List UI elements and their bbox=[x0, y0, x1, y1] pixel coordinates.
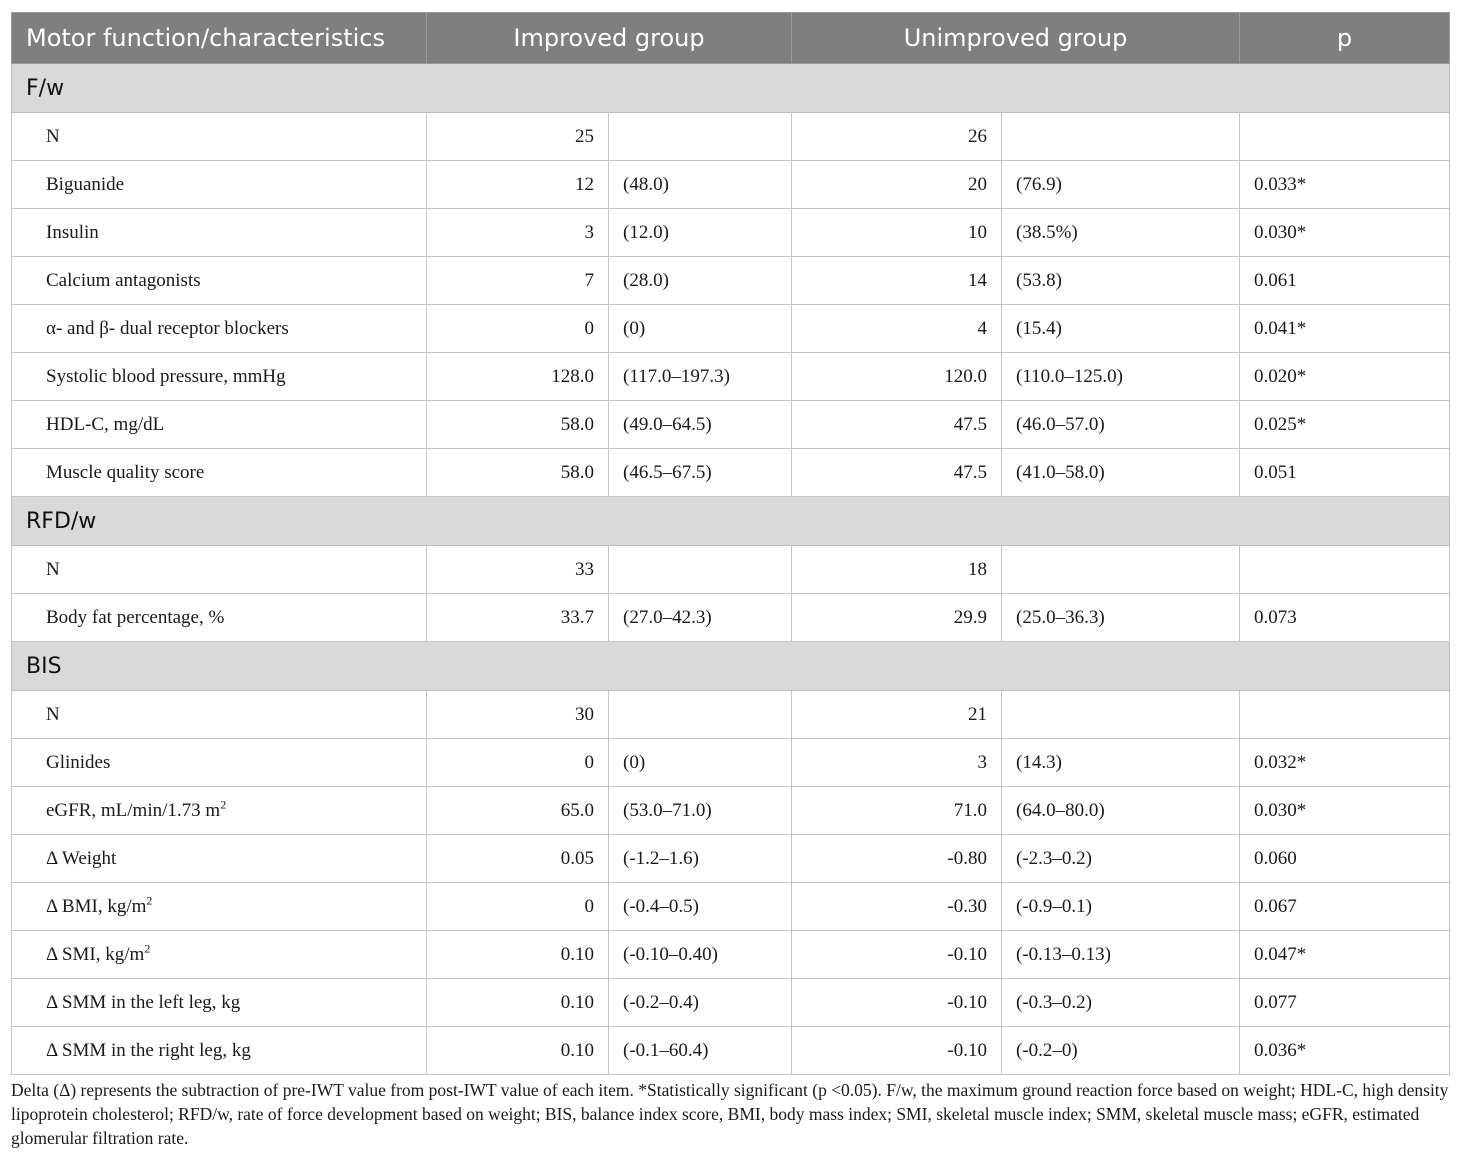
improved-range: (-0.10–0.40) bbox=[609, 931, 792, 979]
row-label-cell bbox=[12, 594, 427, 642]
unit-superscript: 2 bbox=[220, 797, 227, 812]
p-value: 0.036* bbox=[1240, 1027, 1450, 1075]
unimproved-value: 3 bbox=[792, 739, 1002, 787]
unimproved-value: 20 bbox=[792, 161, 1002, 209]
row-label-cell bbox=[12, 1027, 427, 1075]
header-row bbox=[12, 13, 1450, 64]
unimproved-value: 120.0 bbox=[792, 353, 1002, 401]
unimproved-value: 47.5 bbox=[792, 401, 1002, 449]
unimproved-value: -0.80 bbox=[792, 835, 1002, 883]
row-label: Insulin bbox=[46, 221, 99, 243]
unimproved-value: 47.5 bbox=[792, 449, 1002, 497]
table-row bbox=[12, 979, 1450, 1027]
row-label-cell bbox=[12, 305, 427, 353]
improved-range: (-0.1–60.4) bbox=[609, 1027, 792, 1075]
improved-range: (48.0) bbox=[609, 161, 792, 209]
improved-value: 65.0 bbox=[427, 787, 609, 835]
unimproved-range: (15.4) bbox=[1002, 305, 1240, 353]
row-label-cell bbox=[12, 787, 427, 835]
row-label: Glinides bbox=[46, 751, 111, 773]
unimproved-range: (-0.9–0.1) bbox=[1002, 883, 1240, 931]
row-label: N bbox=[46, 558, 60, 580]
improved-range bbox=[609, 546, 792, 594]
improved-value: 25 bbox=[427, 113, 609, 161]
improved-range: (27.0–42.3) bbox=[609, 594, 792, 642]
table-row bbox=[12, 353, 1450, 401]
improved-value: 0 bbox=[427, 305, 609, 353]
p-value: 0.047* bbox=[1240, 931, 1450, 979]
row-label: Muscle quality score bbox=[46, 461, 205, 483]
unimproved-value: 71.0 bbox=[792, 787, 1002, 835]
p-value: 0.030* bbox=[1240, 209, 1450, 257]
row-label: Biguanide bbox=[46, 173, 125, 195]
table-row bbox=[12, 305, 1450, 353]
section-header-row bbox=[12, 497, 1450, 546]
improved-range: (53.0–71.0) bbox=[609, 787, 792, 835]
p-value: 0.061 bbox=[1240, 257, 1450, 305]
data-table-container bbox=[11, 12, 1449, 1075]
improved-range bbox=[609, 691, 792, 739]
unimproved-value: -0.10 bbox=[792, 1027, 1002, 1075]
unimproved-range: (41.0–58.0) bbox=[1002, 449, 1240, 497]
improved-value: 58.0 bbox=[427, 401, 609, 449]
unimproved-range: (110.0–125.0) bbox=[1002, 353, 1240, 401]
section-title: F/w bbox=[12, 64, 1450, 113]
table-row bbox=[12, 883, 1450, 931]
unimproved-value: 14 bbox=[792, 257, 1002, 305]
improved-value: 33 bbox=[427, 546, 609, 594]
row-label-cell bbox=[12, 353, 427, 401]
improved-value: 12 bbox=[427, 161, 609, 209]
section-header-row bbox=[12, 642, 1450, 691]
unit-superscript: 2 bbox=[146, 893, 153, 908]
p-value: 0.077 bbox=[1240, 979, 1450, 1027]
row-label-cell bbox=[12, 739, 427, 787]
unimproved-value: 29.9 bbox=[792, 594, 1002, 642]
p-value: 0.073 bbox=[1240, 594, 1450, 642]
p-value: 0.051 bbox=[1240, 449, 1450, 497]
header-unimproved-group: Unimproved group bbox=[792, 13, 1240, 64]
row-label: Δ BMI, kg/m bbox=[46, 895, 147, 917]
improved-value: 128.0 bbox=[427, 353, 609, 401]
table-row bbox=[12, 594, 1450, 642]
row-label: eGFR, mL/min/1.73 m bbox=[46, 799, 221, 821]
improved-range: (0) bbox=[609, 739, 792, 787]
table-row bbox=[12, 113, 1450, 161]
improved-value: 0.05 bbox=[427, 835, 609, 883]
table-row bbox=[12, 209, 1450, 257]
section-header-row bbox=[12, 64, 1450, 113]
improved-value: 0 bbox=[427, 739, 609, 787]
improved-range: (0) bbox=[609, 305, 792, 353]
unimproved-range: (38.5%) bbox=[1002, 209, 1240, 257]
unimproved-range: (-0.2–0) bbox=[1002, 1027, 1240, 1075]
improved-range: (-0.2–0.4) bbox=[609, 979, 792, 1027]
unimproved-value: 4 bbox=[792, 305, 1002, 353]
p-value: 0.067 bbox=[1240, 883, 1450, 931]
row-label: N bbox=[46, 125, 60, 147]
unimproved-range: (64.0–80.0) bbox=[1002, 787, 1240, 835]
row-label-cell bbox=[12, 161, 427, 209]
table-row bbox=[12, 691, 1450, 739]
unimproved-value: 18 bbox=[792, 546, 1002, 594]
table-row bbox=[12, 546, 1450, 594]
p-value bbox=[1240, 113, 1450, 161]
p-value: 0.032* bbox=[1240, 739, 1450, 787]
improved-value: 33.7 bbox=[427, 594, 609, 642]
unimproved-value: -0.10 bbox=[792, 979, 1002, 1027]
unimproved-range: (46.0–57.0) bbox=[1002, 401, 1240, 449]
row-label-cell bbox=[12, 257, 427, 305]
improved-range: (28.0) bbox=[609, 257, 792, 305]
unimproved-range: (-2.3–0.2) bbox=[1002, 835, 1240, 883]
table-row bbox=[12, 161, 1450, 209]
unimproved-range bbox=[1002, 113, 1240, 161]
p-value bbox=[1240, 691, 1450, 739]
improved-value: 30 bbox=[427, 691, 609, 739]
row-label: Calcium antagonists bbox=[46, 269, 201, 291]
row-label-cell bbox=[12, 449, 427, 497]
header-improved-group: Improved group bbox=[427, 13, 792, 64]
table-row bbox=[12, 739, 1450, 787]
row-label-cell bbox=[12, 979, 427, 1027]
improved-range: (-1.2–1.6) bbox=[609, 835, 792, 883]
p-value: 0.060 bbox=[1240, 835, 1450, 883]
row-label: Δ SMM in the left leg, kg bbox=[46, 991, 241, 1013]
improved-range: (12.0) bbox=[609, 209, 792, 257]
p-value: 0.030* bbox=[1240, 787, 1450, 835]
row-label: Δ SMI, kg/m bbox=[46, 943, 145, 965]
unimproved-range bbox=[1002, 546, 1240, 594]
table-row bbox=[12, 835, 1450, 883]
unimproved-value: 21 bbox=[792, 691, 1002, 739]
row-label: Body fat percentage, % bbox=[46, 606, 225, 628]
row-label-cell bbox=[12, 401, 427, 449]
improved-value: 0.10 bbox=[427, 979, 609, 1027]
unit-superscript: 2 bbox=[144, 941, 151, 956]
table-row bbox=[12, 449, 1450, 497]
section-title: RFD/w bbox=[12, 497, 1450, 546]
row-label-cell bbox=[12, 113, 427, 161]
table-row bbox=[12, 787, 1450, 835]
unimproved-value: 10 bbox=[792, 209, 1002, 257]
row-label-cell bbox=[12, 209, 427, 257]
results-table bbox=[11, 12, 1450, 1075]
p-value: 0.041* bbox=[1240, 305, 1450, 353]
improved-value: 0 bbox=[427, 883, 609, 931]
improved-range bbox=[609, 113, 792, 161]
row-label-cell bbox=[12, 546, 427, 594]
improved-range: (117.0–197.3) bbox=[609, 353, 792, 401]
row-label: Systolic blood pressure, mmHg bbox=[46, 365, 286, 387]
header-characteristics: Motor function/characteristics bbox=[12, 13, 427, 64]
row-label-cell bbox=[12, 883, 427, 931]
table-row bbox=[12, 1027, 1450, 1075]
improved-value: 0.10 bbox=[427, 1027, 609, 1075]
table-row bbox=[12, 931, 1450, 979]
unimproved-range: (-0.3–0.2) bbox=[1002, 979, 1240, 1027]
p-value bbox=[1240, 546, 1450, 594]
p-value: 0.020* bbox=[1240, 353, 1450, 401]
unimproved-range: (53.8) bbox=[1002, 257, 1240, 305]
improved-value: 7 bbox=[427, 257, 609, 305]
unimproved-range bbox=[1002, 691, 1240, 739]
improved-value: 58.0 bbox=[427, 449, 609, 497]
table-row bbox=[12, 257, 1450, 305]
row-label-cell bbox=[12, 691, 427, 739]
table-footnote: Delta (Δ) represents the subtraction of pre-IWT value from post-IWT value of each item. *Statistically significant (p <0.05). F/w, the maximum ground reaction force based on weight; HDL-C, high density lipoprotein cholesterol; RFD/w, rate of force development based on weight; BIS, balance index score, BMI, body mass index; SMI, skeletal muscle index; SMM, skeletal muscle mass; eGFR, estimated glomerular filtration rate. bbox=[11, 1080, 1449, 1148]
unimproved-range: (25.0–36.3) bbox=[1002, 594, 1240, 642]
unimproved-value: -0.10 bbox=[792, 931, 1002, 979]
table-row bbox=[12, 401, 1450, 449]
row-label-cell bbox=[12, 931, 427, 979]
p-value: 0.025* bbox=[1240, 401, 1450, 449]
unimproved-value: 26 bbox=[792, 113, 1002, 161]
section-title: BIS bbox=[12, 642, 1450, 691]
improved-range: (-0.4–0.5) bbox=[609, 883, 792, 931]
improved-value: 3 bbox=[427, 209, 609, 257]
row-label: HDL-C, mg/dL bbox=[46, 413, 165, 435]
unimproved-range: (14.3) bbox=[1002, 739, 1240, 787]
improved-value: 0.10 bbox=[427, 931, 609, 979]
header-p-value: p bbox=[1240, 13, 1450, 64]
improved-range: (46.5–67.5) bbox=[609, 449, 792, 497]
unimproved-range: (76.9) bbox=[1002, 161, 1240, 209]
table-body bbox=[12, 64, 1450, 1075]
row-label-cell bbox=[12, 835, 427, 883]
unimproved-value: -0.30 bbox=[792, 883, 1002, 931]
unimproved-range: (-0.13–0.13) bbox=[1002, 931, 1240, 979]
row-label: Δ Weight bbox=[46, 847, 117, 869]
row-label: N bbox=[46, 703, 60, 725]
improved-range: (49.0–64.5) bbox=[609, 401, 792, 449]
p-value: 0.033* bbox=[1240, 161, 1450, 209]
row-label: α- and β- dual receptor blockers bbox=[46, 317, 289, 339]
row-label: Δ SMM in the right leg, kg bbox=[46, 1039, 251, 1061]
